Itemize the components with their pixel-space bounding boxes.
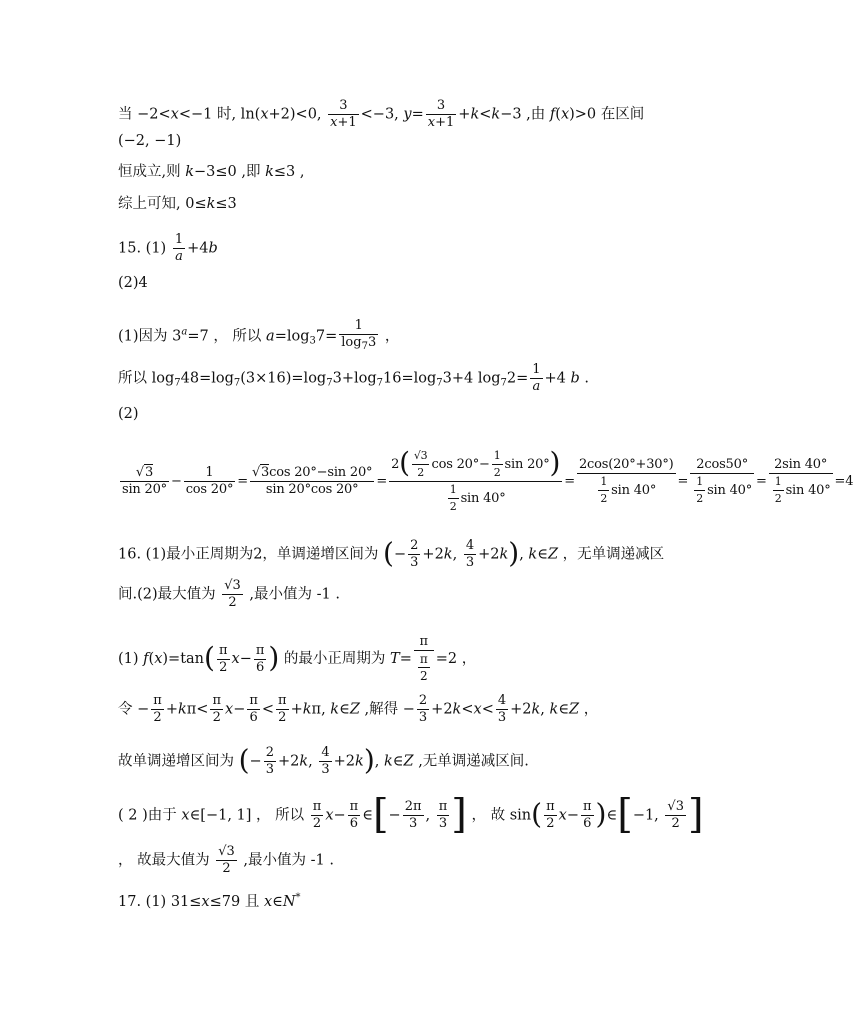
line-6: (2)4: [118, 275, 148, 291]
line-2: (−2, −1): [118, 133, 182, 149]
line-10: $\frac{√3}{\sin 20^\circ}$ − $\frac{1}{\cos 20^\circ}$ = $\frac{√3\cos 20^\circ-\sin 20^\circ}{\sin 20^\circ\cos 20^\circ}$ = 2( $\frac{√3}{2}$ cos 20°− $\frac{1}{2}$ sin 20°) $\frac{1}{2}$ sin 40° = 2cos(20°+30°) $\frac{1}{2}$ sin 40° = 2cos50° $\frac{1}{2}$ sin 40° = 2sin 40° $\frac{1}{2}$ sin 40° =4: [122, 446, 853, 513]
line-12: 间.(2)最大值为 $\frac{√3}{2}$ ,最小值为 -1 .: [118, 578, 340, 610]
line-18: 17. (1) 31≤x≤79 且 x∈N*: [118, 892, 301, 910]
line-14: 令 − $\frac{\pi}{2}$ +kπ< $\frac{\pi}{2}$ x− $\frac{\pi}{6}$ < $\frac{\pi}{2}$ +kπ, k∈Z ,解得 − $\frac{2}{3}$ +2k<x< $\frac{4}{3}$ +2k, k∈Z ，: [118, 693, 599, 725]
line-15: 故单调递增区间为 (− $\frac{2}{3}$ +2k, $\frac{4}{3}$ +2k), k∈Z ,无单调递减区间.: [118, 743, 529, 777]
line-16: ( 2 )由于 x∈[−1, 1] ， 所以 $\frac{\pi}{2}$ x− $\frac{\pi}{6}$ ∈[− $\frac{2\pi}{3}$ , $\frac{\pi}{3}$ ] ， 故 sin( $\frac{\pi}{2}$ x− $\frac{\pi}{6}$ )∈[−1, $\frac{√3}{2}$ ]: [118, 791, 704, 838]
line-4: 综上可知, 0≤k≤3: [118, 196, 237, 212]
line-5: 15. (1) $\frac{1}{a}$ +4b: [118, 232, 218, 264]
line-13: (1) f(x)=tan( $\frac{\pi}{2}$ x− $\frac{\pi}{6}$ ) 的最小正周期为 T= $\frac{\pi}{\frac{\pi}{2}}$ =2 ，: [118, 634, 477, 683]
line-11: 16. (1)最小正周期为2，单调递增区间为 (− $\frac{2}{3}$ +2k, $\frac{4}{3}$ +2k), k∈Z ，无单调递减区: [118, 536, 665, 570]
line-7: (1)因为 $3^a=7$ ， 所以 $a=\log_37=$ $\frac{1}{\log_73}$ ，: [118, 318, 800, 355]
line-3: 恒成立,则 k−3≤0 ,即 k≤3 ,: [118, 164, 305, 180]
line-9: (2): [118, 406, 139, 422]
line-17: ， 故最大值为 $\frac{√3}{2}$ ,最小值为 -1 .: [118, 844, 334, 876]
line-1: 当 −2<x<−1 时, ln(x+2)<0, $\frac{3}{x+1}$ <−3, y= $\frac{3}{x+1}$ +k<k−3 ,由 f(x)>0 在区间: [118, 98, 645, 130]
line-8: 所以 $\log_748=\log_7(3\times 16)=\log_73+\log_716=\log_73+4$ $\log_72=$ $\frac{1}{a}$ +4 b .: [118, 362, 590, 394]
